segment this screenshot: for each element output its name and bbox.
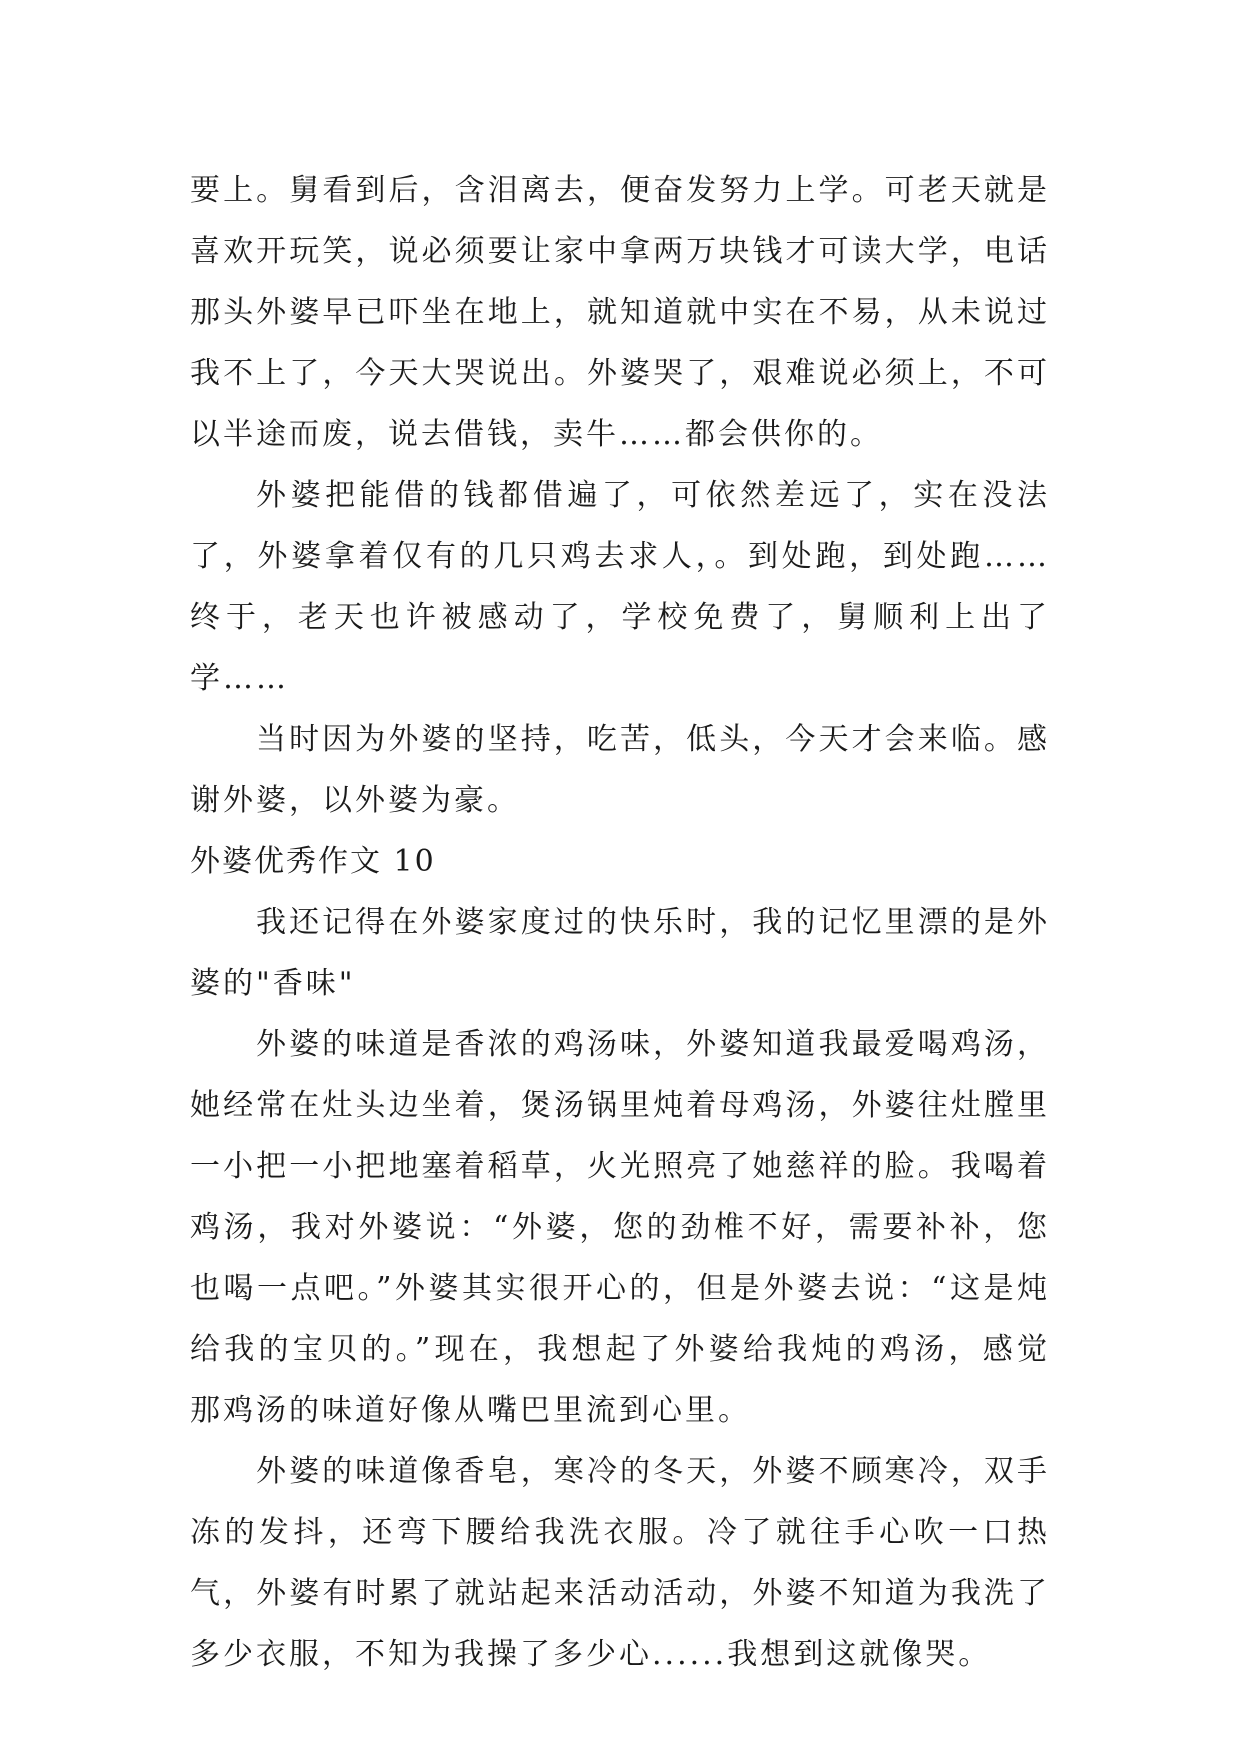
paragraph-chicken-soup: 外婆的味道是香浓的鸡汤味，外婆知道我最爱喝鸡汤，她经常在灶头边坐着，煲汤锅里炖着母鸡汤，外婆往灶膛里一小把一小把地塞着稻草，火光照亮了她慈祥的脸。我喝着鸡汤，我对外婆说：“外婆，您的劲椎不好，需要补补，您也喝一点吧。”外婆其实很开心的，但是外婆去说：“这是炖给我的宝贝的。”现在，我想起了外婆给我炖的鸡汤，感觉那鸡汤的味道好像从嘴巴里流到心里。 (190, 1027, 1050, 1428)
document-body (190, 160, 1050, 1685)
paragraph-borrow-money: 外婆把能借的钱都借遍了，可依然差远了，实在没法了，外婆拿着仅有的几只鸡去求人，。到处跑，到处跑……终于，老天也许被感动了，学校免费了，舅顺利上出了学…… (190, 478, 1050, 696)
essay-heading: 外婆优秀作文 10 (190, 844, 436, 879)
paragraph-soap: 外婆的味道像香皂，寒冷的冬天，外婆不顾寒冷，双手冻的发抖，还弯下腰给我洗衣服。冷了就往手心吹一口热气，外婆有时累了就站起来活动活动，外婆不知道为我洗了多少衣服，不知为我操了多少心......我想到这就像哭。 (190, 1454, 1050, 1672)
paragraph-uncle-study: 要上。舅看到后，含泪离去，便奋发努力上学。可老天就是喜欢开玩笑，说必须要让家中拿两万块钱才可读大学，电话那头外婆早已吓坐在地上，就知道就中实在不易，从未说过我不上了，今天大哭说出。外婆哭了，艰难说必须上，不可以半途而废，说去借钱，卖牛……都会供你的。 (190, 173, 1050, 452)
paragraph-thanks-grandma: 当时因为外婆的坚持，吃苦，低头，今天才会来临。感谢外婆，以外婆为豪。 (190, 722, 1050, 818)
paragraph-memory: 我还记得在外婆家度过的快乐时，我的记忆里漂的是外婆的"香味" (190, 905, 1050, 1001)
